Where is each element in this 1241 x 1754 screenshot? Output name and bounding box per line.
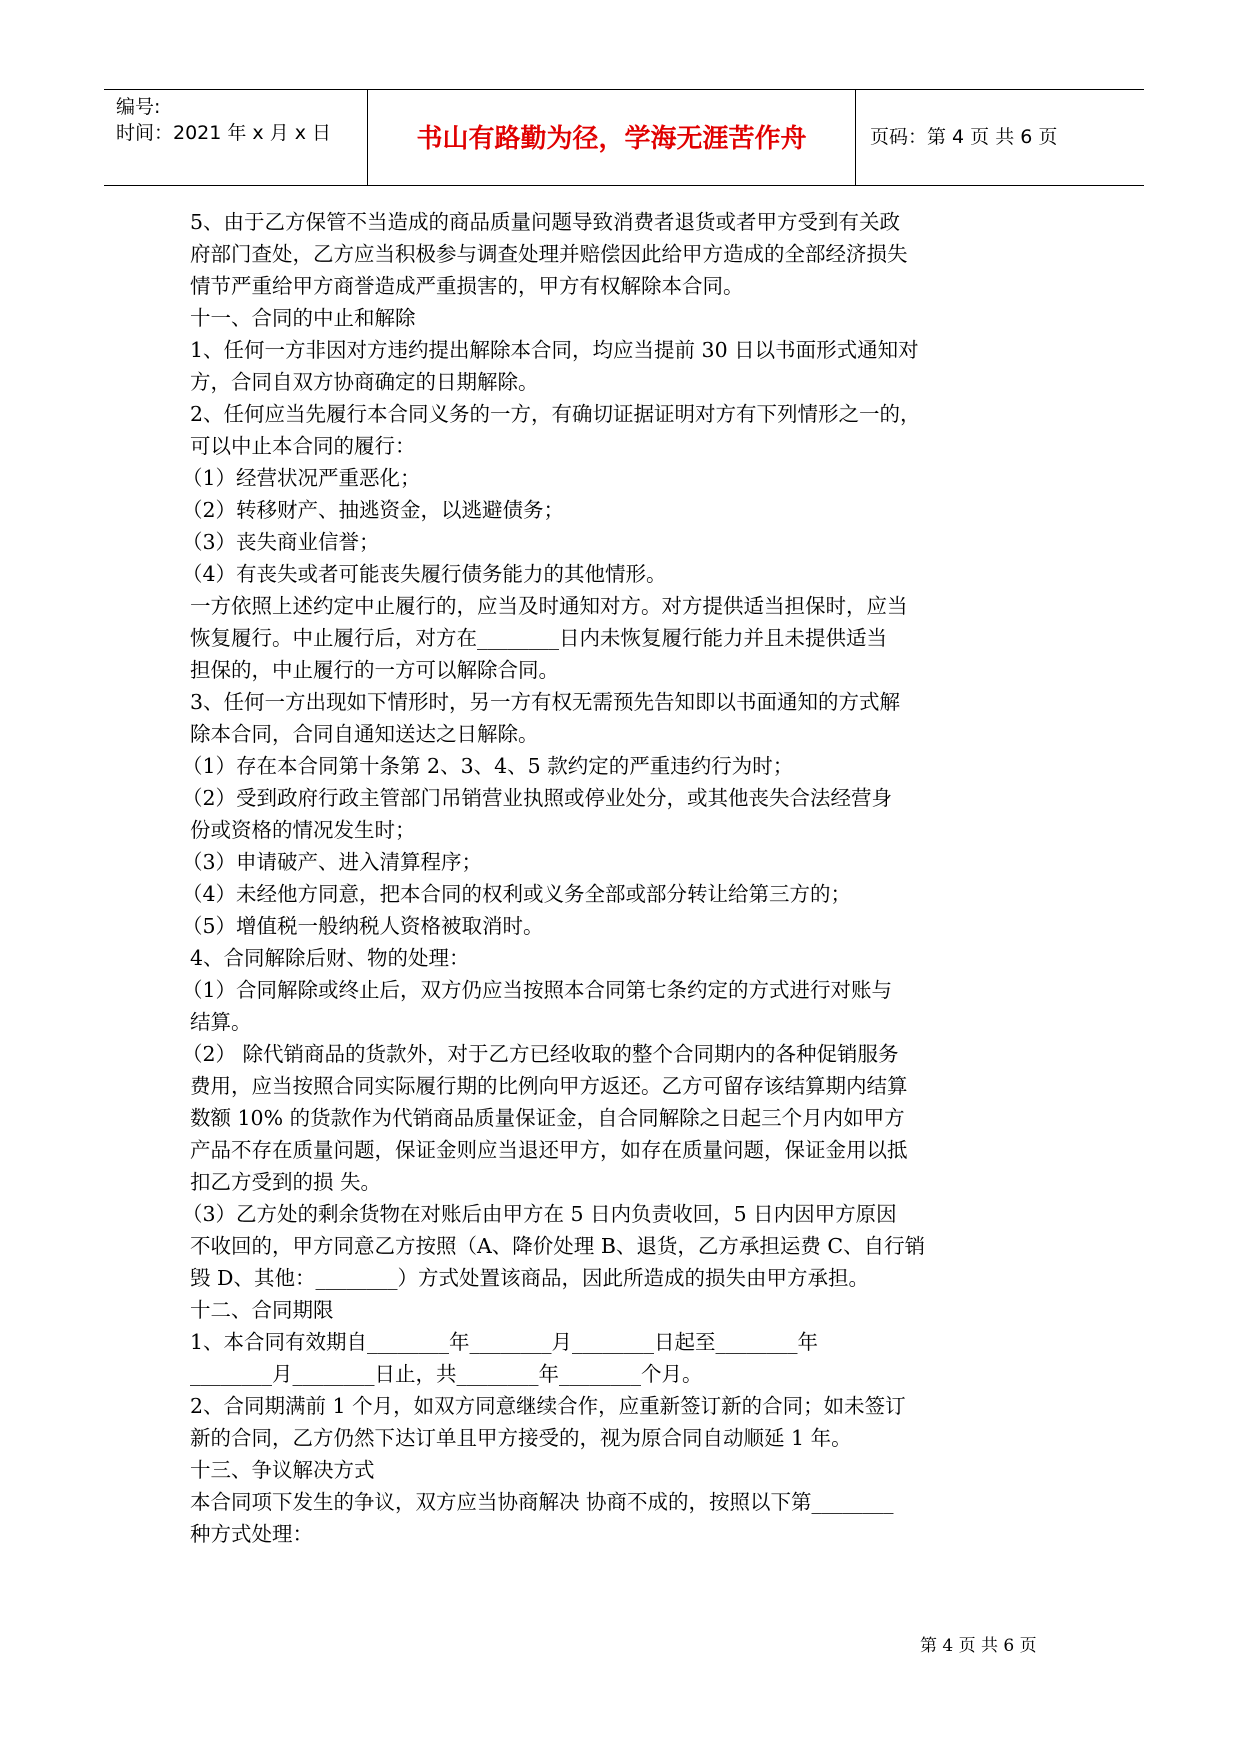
body-line: 不收回的，甲方同意乙方按照（A、降价处理 B、退货，乙方承担运费 C、自行销 (190, 1234, 926, 1258)
list-item: （1）经营状况严重恶化； (182, 466, 421, 490)
body-line: 毁 D、其他：________）方式处置该商品，因此所造成的损失由甲方承担。 (190, 1266, 869, 1290)
section-heading-12: 十二、合同期限 (190, 1298, 334, 1322)
list-item: （1）合同解除或终止后，双方仍应当按照本合同第七条约定的方式进行对账与 (182, 978, 893, 1002)
document-time-label: 时间：2021 年 x 月 x 日 (116, 122, 332, 144)
header-divider-right (855, 90, 856, 185)
body-line: 3、任何一方出现如下情形时，另一方有权无需预先告知即以书面通知的方式解 (190, 690, 901, 714)
body-line: 1、任何一方非因对方违约提出解除本合同，均应当提前 30 日以书面形式通知对 (190, 338, 919, 362)
section-heading-13: 十三、争议解决方式 (190, 1458, 375, 1482)
body-line: 2、任何应当先履行本合同义务的一方，有确切证据证明对方有下列情形之一的， (190, 402, 921, 426)
body-line: 4、合同解除后财、物的处理： (190, 946, 470, 970)
list-item: （5）增值税一般纳税人资格被取消时。 (182, 914, 544, 938)
body-line: 种方式处理： (190, 1522, 313, 1546)
list-item: （3）乙方处的剩余货物在对账后由甲方在 5 日内负责收回，5 日内因甲方原因 (182, 1202, 897, 1226)
body-line: 情节严重给甲方商誉造成严重损害的，甲方有权解除本合同。 (190, 274, 744, 298)
body-line: 结算。 (190, 1010, 252, 1034)
list-item: （2）受到政府行政主管部门吊销营业执照或停业处分，或其他丧失合法经营身 (182, 786, 893, 810)
body-line: 府部门查处，乙方应当积极参与调查处理并赔偿因此给甲方造成的全部经济损失 (190, 242, 908, 266)
body-line: 扣乙方受到的损 失。 (190, 1170, 382, 1194)
list-item: （2） 除代销商品的货款外，对于乙方已经收取的整个合同期内的各种促销服务 (182, 1042, 899, 1066)
body-line: 5、由于乙方保管不当造成的商品质量问题导致消费者退货或者甲方受到有关政 (190, 210, 901, 234)
body-line: 担保的，中止履行的一方可以解除合同。 (190, 658, 559, 682)
list-item: （2）转移财产、抽逃资金，以逃避债务； (182, 498, 565, 522)
body-line: 本合同项下发生的争议，双方应当协商解决 协商不成的，按照以下第________ (190, 1490, 894, 1514)
body-line: 新的合同，乙方仍然下达订单且甲方接受的，视为原合同自动顺延 1 年。 (190, 1426, 852, 1450)
body-line: 除本合同，合同自通知送达之日解除。 (190, 722, 539, 746)
body-line: 可以中止本合同的履行： (190, 434, 416, 458)
header-motto: 书山有路勤为径，学海无涯苦作舟 (416, 124, 807, 154)
list-item: （4）有丧失或者可能丧失履行债务能力的其他情形。 (182, 562, 667, 586)
list-item: （3）丧失商业信誉； (182, 530, 380, 554)
body-line: 2、合同期满前 1 个月，如双方同意继续合作，应重新签订新的合同；如未签订 (190, 1394, 906, 1418)
body-line: 1、本合同有效期自________年________月________日起至________年 (190, 1330, 819, 1354)
body-line: 数额 10% 的货款作为代销商品质量保证金，自合同解除之日起三个月内如甲方 (190, 1106, 905, 1130)
body-line: 费用，应当按照合同实际履行期的比例向甲方返还。乙方可留存该结算期内结算 (190, 1074, 908, 1098)
body-line: 份或资格的情况发生时； (190, 818, 416, 842)
body-line: 产品不存在质量问题，保证金则应当退还甲方，如存在质量问题，保证金用以抵 (190, 1138, 908, 1162)
list-item: （4）未经他方同意，把本合同的权利或义务全部或部分转让给第三方的； (182, 882, 852, 906)
page-footer: 第 4 页 共 6 页 (920, 1636, 1037, 1656)
header-page-indicator: 页码：第 4 页 共 6 页 (870, 126, 1058, 148)
list-item: （3）申请破产、进入清算程序； (182, 850, 483, 874)
contract-body (182, 206, 1070, 1550)
body-line: 一方依照上述约定中止履行的，应当及时通知对方。对方提供适当担保时，应当 (190, 594, 908, 618)
body-line: ________月________日止，共________年________个月。 (190, 1362, 703, 1386)
page-header (104, 89, 1144, 186)
document-number-label: 编号: (116, 96, 161, 118)
body-line: 方，合同自双方协商确定的日期解除。 (190, 370, 539, 394)
body-line: 恢复履行。中止履行后，对方在________日内未恢复履行能力并且未提供适当 (190, 626, 887, 650)
section-heading-11: 十一、合同的中止和解除 (190, 306, 416, 330)
header-meta (116, 94, 331, 146)
list-item: （1）存在本合同第十条第 2、3、4、5 款约定的严重违约行为时； (182, 754, 794, 778)
